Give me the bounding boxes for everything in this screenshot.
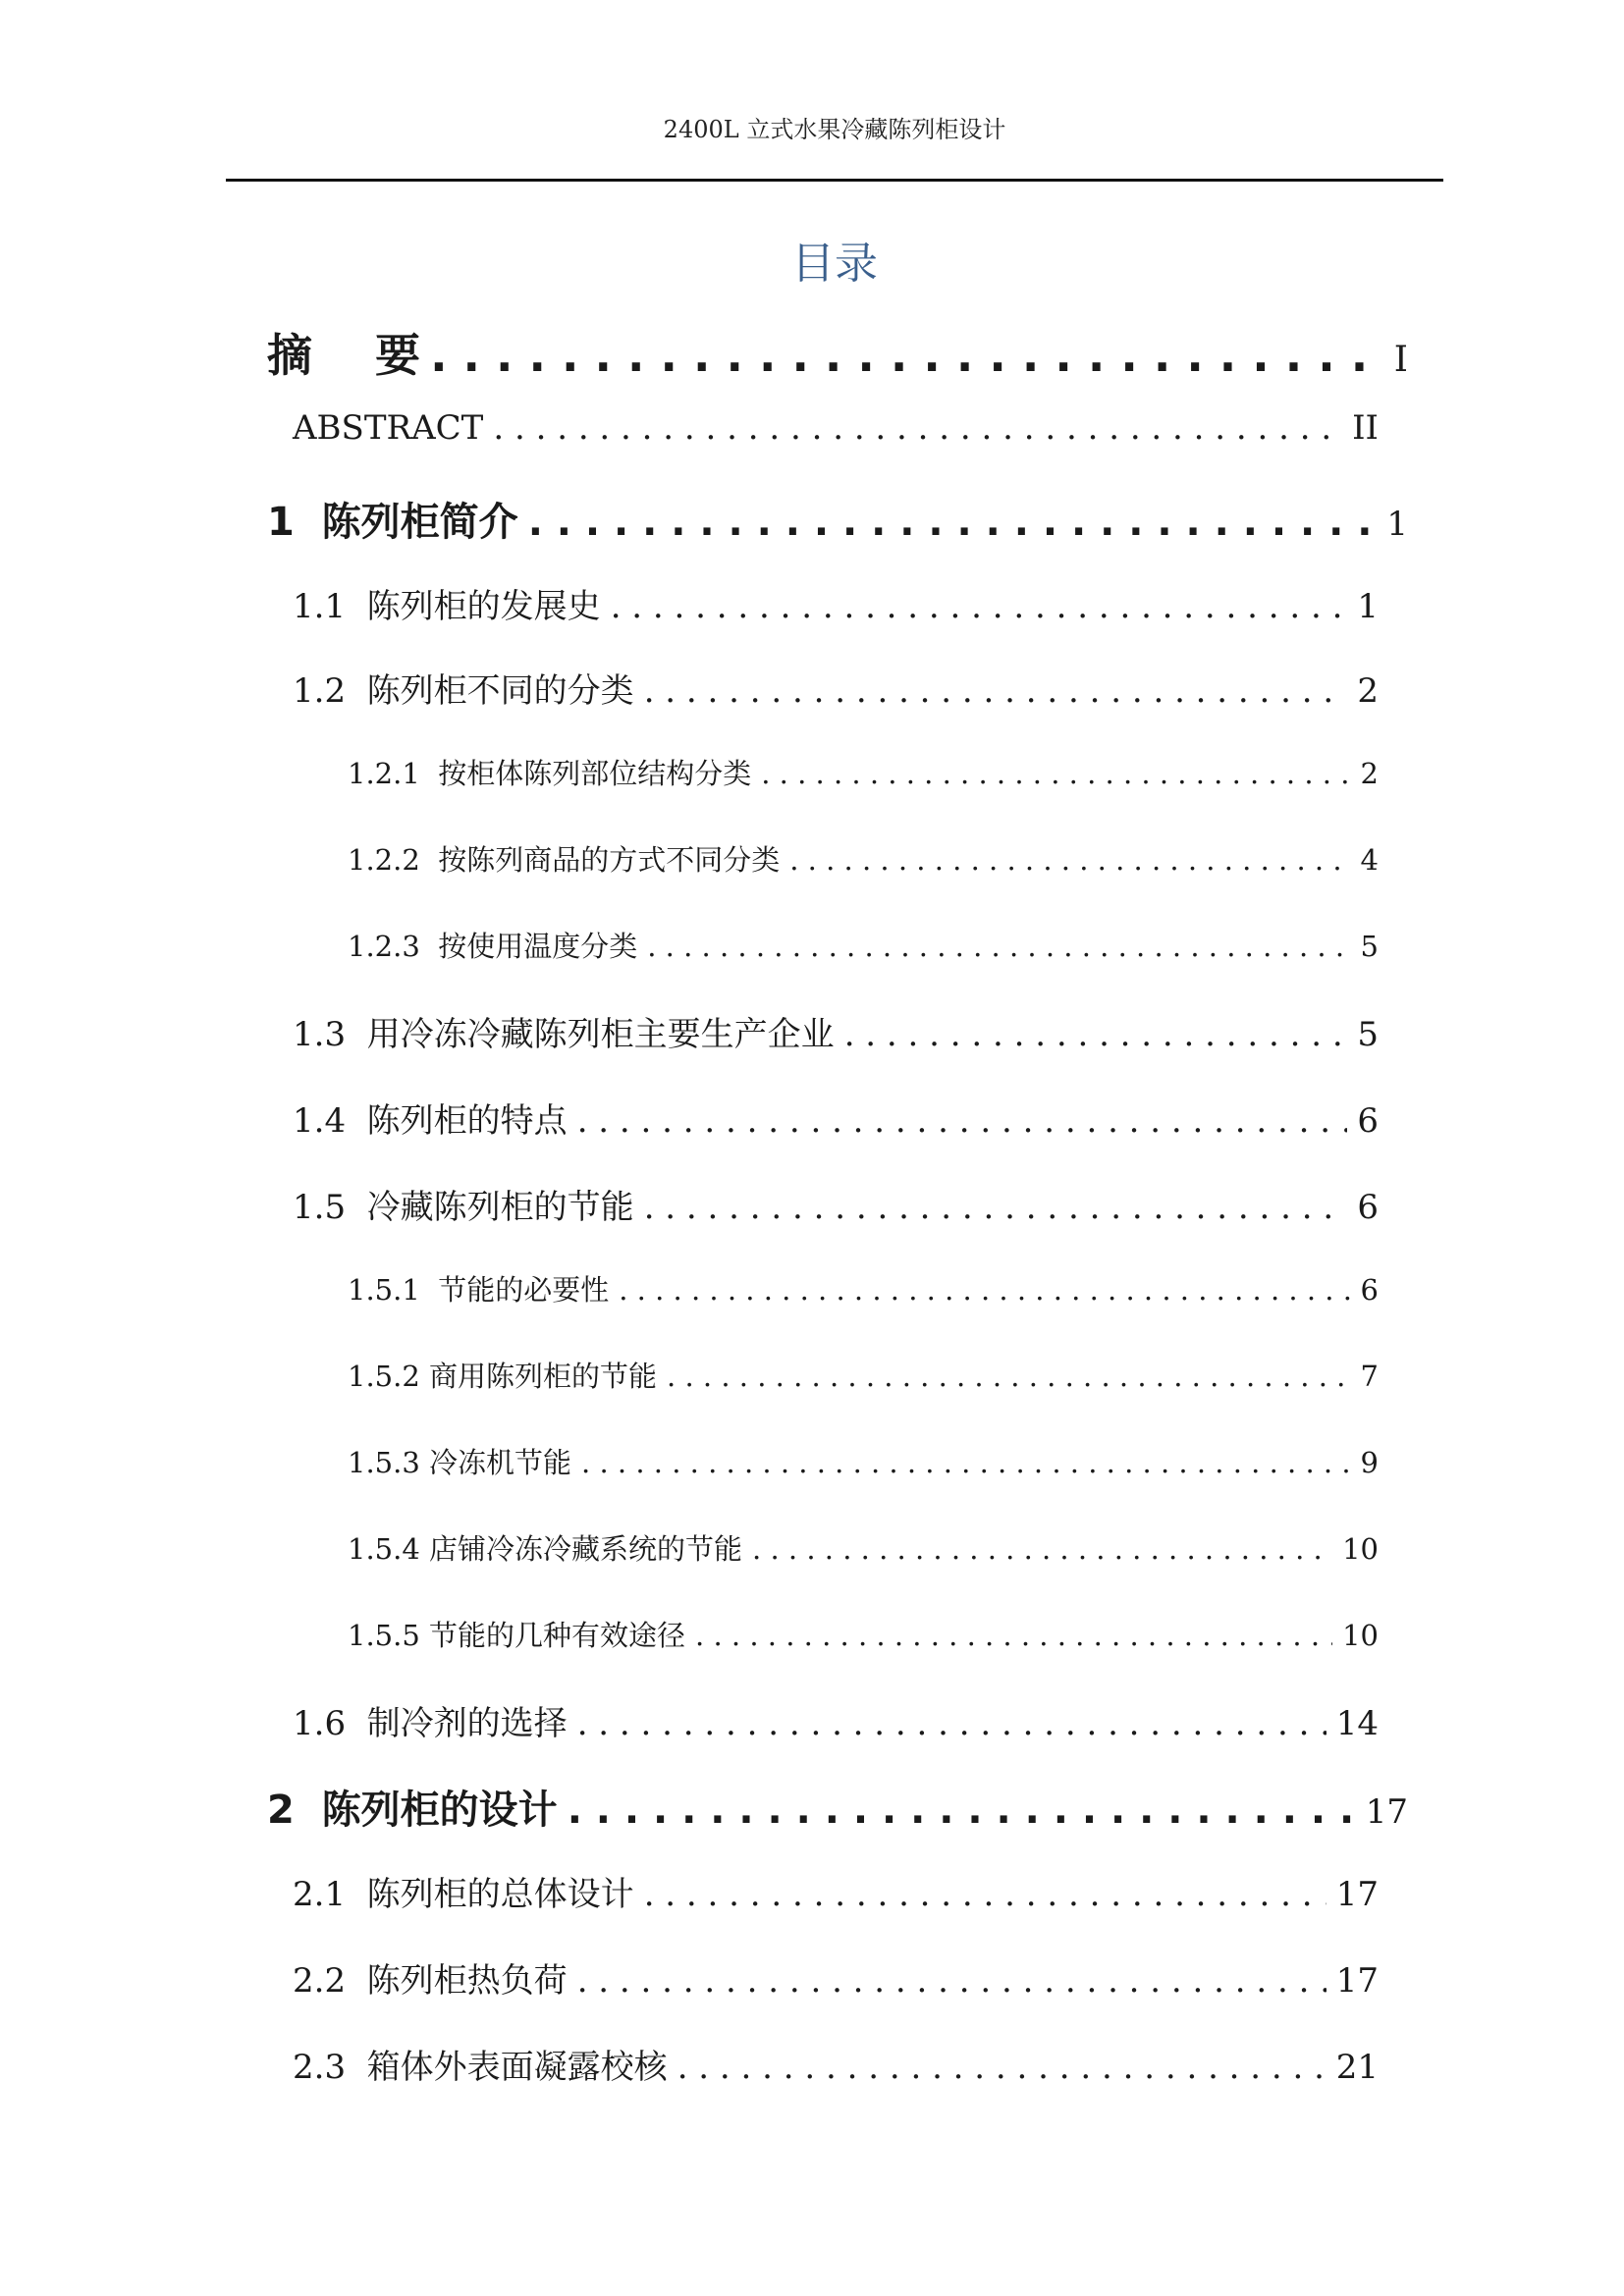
toc-entry-1-5-4[interactable] xyxy=(348,1527,1379,1568)
toc-dot-leader xyxy=(677,2048,1326,2087)
toc-entry-page: 17 xyxy=(1335,1961,1379,2001)
toc-entry-page: 1 xyxy=(1357,587,1379,626)
toc-entry-label: 1.5.5 节能的几种有效途径 xyxy=(348,1619,686,1652)
toc-entry-1-2-3[interactable] xyxy=(348,925,1379,965)
toc-dot-leader xyxy=(577,1961,1326,2001)
toc-entry-1-5-1[interactable] xyxy=(348,1268,1379,1308)
toc-entry-chapter-2[interactable] xyxy=(267,1779,1408,1835)
toc-entry-page: 6 xyxy=(1360,1273,1379,1307)
toc-dot-leader xyxy=(667,1360,1351,1393)
toc-entry-1-2-2[interactable] xyxy=(348,838,1379,879)
toc-entry-label: 1.3 用冷冻冷藏陈列柜主要生产企业 xyxy=(293,1015,835,1054)
toc-entry-2-1[interactable] xyxy=(293,1867,1379,1915)
toc-entry-label: 1.4 陈列柜的特点 xyxy=(293,1101,568,1141)
toc-dot-leader xyxy=(761,757,1350,790)
toc-entry-1-5-2[interactable] xyxy=(348,1355,1379,1395)
toc-entry-label: 1 陈列柜简介 xyxy=(267,500,518,545)
toc-dot-leader xyxy=(528,500,1378,545)
toc-title: 目录 xyxy=(791,239,878,289)
toc-entry-page: 5 xyxy=(1360,930,1379,963)
toc-dot-leader xyxy=(611,587,1348,626)
toc-entry-page: 1 xyxy=(1386,505,1408,544)
toc-entry-page: I xyxy=(1393,340,1408,380)
toc-entry-1-5-5[interactable] xyxy=(348,1614,1379,1654)
toc-entry-page: 2 xyxy=(1357,671,1379,711)
toc-dot-leader xyxy=(430,329,1384,382)
toc-dot-leader xyxy=(789,843,1350,877)
toc-dot-leader xyxy=(577,1704,1326,1743)
toc-entry-page: 9 xyxy=(1360,1446,1379,1479)
toc-entry-page: 10 xyxy=(1342,1532,1379,1566)
toc-entry-page: 14 xyxy=(1335,1704,1379,1743)
toc-entry-label: 1.5.3 冷冻机节能 xyxy=(348,1446,572,1479)
toc-entry-page: 10 xyxy=(1342,1619,1379,1652)
toc-entry-label: 2.2 陈列柜热负荷 xyxy=(293,1961,568,2001)
toc-entry-1-4[interactable] xyxy=(293,1094,1379,1142)
toc-entry-page: 21 xyxy=(1335,2048,1379,2087)
toc-entry-label: 2.3 箱体外表面凝露校核 xyxy=(293,2048,668,2087)
toc-entry-page: 4 xyxy=(1360,843,1379,877)
toc-entry-1-2-1[interactable] xyxy=(348,752,1379,792)
toc-dot-leader xyxy=(581,1446,1351,1479)
toc-dot-leader xyxy=(644,1188,1348,1227)
toc-entry-label: 2 陈列柜的设计 xyxy=(267,1788,558,1833)
toc-entry-chapter-1[interactable] xyxy=(267,491,1408,547)
toc-entry-1-1[interactable] xyxy=(293,579,1379,627)
toc-entry-label: 1.2.3 按使用温度分类 xyxy=(348,930,638,963)
toc-entry-page: 17 xyxy=(1365,1792,1408,1832)
toc-entry-2-3[interactable] xyxy=(293,2040,1379,2088)
toc-dot-leader xyxy=(644,671,1348,711)
toc-entry-1-5[interactable] xyxy=(293,1180,1379,1228)
toc-entry-label: 1.5.4 店铺冷冻冷藏系统的节能 xyxy=(348,1532,743,1566)
toc-entry-2-2[interactable] xyxy=(293,1953,1379,2002)
toc-entry-1-2[interactable] xyxy=(293,664,1379,712)
toc-entry-page: 17 xyxy=(1335,1875,1379,1914)
toc-entry-1-5-3[interactable] xyxy=(348,1441,1379,1481)
toc-entry-1-3[interactable] xyxy=(293,1007,1379,1055)
toc-entry-label: 2.1 陈列柜的总体设计 xyxy=(293,1875,634,1914)
toc-dot-leader xyxy=(493,408,1342,448)
toc-entry-label: 1.6 制冷剂的选择 xyxy=(293,1704,568,1743)
toc-entry-page: II xyxy=(1352,408,1379,448)
toc-dot-leader xyxy=(647,930,1350,963)
toc-entry-page: 6 xyxy=(1357,1188,1379,1227)
toc-entry-page: 2 xyxy=(1360,757,1379,790)
toc-entry-abstract-en[interactable] xyxy=(293,408,1379,448)
toc-entry-label: ABSTRACT xyxy=(293,408,484,448)
toc-entry-1-6[interactable] xyxy=(293,1696,1379,1744)
toc-dot-leader xyxy=(844,1015,1348,1054)
toc-dot-leader xyxy=(752,1532,1332,1566)
toc-dot-leader xyxy=(644,1875,1326,1914)
toc-entry-abstract-cn[interactable] xyxy=(267,320,1408,385)
toc-entry-page: 5 xyxy=(1357,1015,1379,1054)
toc-entry-label: 1.5.2 商用陈列柜的节能 xyxy=(348,1360,658,1393)
header-rule xyxy=(226,179,1443,182)
toc-entry-page: 7 xyxy=(1360,1360,1379,1393)
toc-dot-leader xyxy=(568,1788,1356,1833)
toc-entry-label: 1.5.1 节能的必要性 xyxy=(348,1273,610,1307)
toc-entry-label: 1.2.1 按柜体陈列部位结构分类 xyxy=(348,757,752,790)
toc-entry-page: 6 xyxy=(1357,1101,1379,1141)
toc-dot-leader xyxy=(695,1619,1332,1652)
toc-entry-label: 摘 要 xyxy=(267,329,421,382)
toc-entry-label: 1.2.2 按陈列商品的方式不同分类 xyxy=(348,843,781,877)
toc-dot-leader xyxy=(577,1101,1348,1141)
running-header: 2400L 立式水果冷藏陈列柜设计 xyxy=(663,116,1006,143)
toc-dot-leader xyxy=(619,1273,1350,1307)
toc-entry-label: 1.1 陈列柜的发展史 xyxy=(293,587,601,626)
toc-entry-label: 1.5 冷藏陈列柜的节能 xyxy=(293,1188,634,1227)
toc-entry-label: 1.2 陈列柜不同的分类 xyxy=(293,671,634,711)
